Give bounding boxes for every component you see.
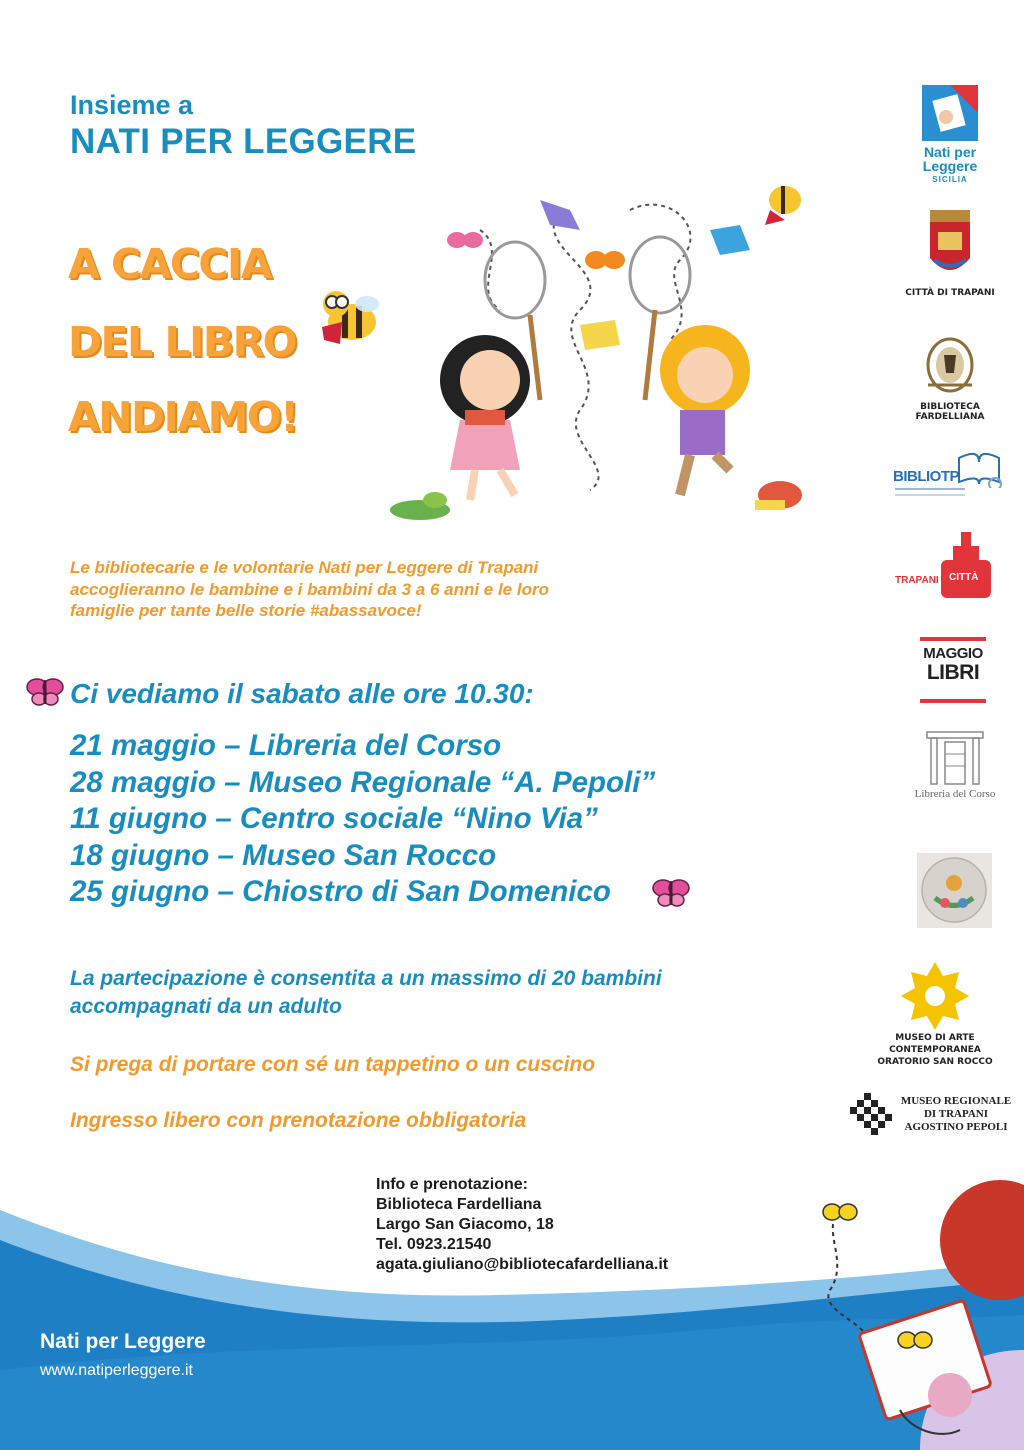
open-book-icon xyxy=(955,448,1003,488)
info-email[interactable]: agata.giuliano@bibliotecafardelliana.it xyxy=(376,1256,669,1273)
pepoli-caption-1: MUSEO REGIONALE xyxy=(900,1095,1012,1107)
entry-note: Ingresso libero con prenotazione obbligatoria xyxy=(70,1109,527,1132)
maggio-text-1: MAGGIO xyxy=(923,645,983,662)
san-rocco-caption-2: ORATORIO SAN ROCCO xyxy=(877,1057,993,1067)
schedule-item: 25 giugno – Chiostro di San Domenico xyxy=(70,875,611,908)
logo-libreria-del-corso xyxy=(905,730,1005,800)
schedule-item: 21 maggio – Libreria del Corso xyxy=(70,729,502,762)
title-line-3: ANDIAMO! xyxy=(68,393,298,441)
bibliotp-divider xyxy=(895,488,965,490)
bibliotp-text: BIBLIOTP xyxy=(893,468,959,485)
citta-che-legge-tower-icon xyxy=(941,532,991,600)
info-address: Largo San Giacomo, 18 xyxy=(376,1216,554,1233)
participation-line-2: accompagnati da un adulto xyxy=(70,995,342,1018)
intro-line: accoglieranno le bambine e i bambini da 3 a 6 anni e le loro xyxy=(70,579,549,599)
info-phone: Tel. 0923.21540 xyxy=(376,1236,492,1253)
logo-nati-per-leggere-sicilia xyxy=(905,85,995,190)
reading-mother-illustration xyxy=(800,1150,1024,1450)
intro-small: Insieme a xyxy=(70,90,194,120)
schedule-item: 11 giugno – Centro sociale “Nino Via” xyxy=(70,802,598,835)
pepoli-caption-2: DI TRAPANI xyxy=(923,1108,989,1120)
maggio-text-2: LIBRI xyxy=(926,661,980,684)
intro-title: NATI PER LEGGERE xyxy=(70,122,417,161)
cittache-text-2: CITTÀ xyxy=(949,572,979,583)
intro-paragraph xyxy=(70,557,650,622)
schedule-item: 18 giugno – Museo San Rocco xyxy=(70,838,497,872)
centro-sociale-logo-icon xyxy=(917,853,992,928)
fardelliana-emblem-icon xyxy=(918,333,982,397)
bibliotp-divider xyxy=(895,494,965,496)
bee-icon xyxy=(312,282,387,362)
trapani-caption: CITTÀ DI TRAPANI xyxy=(905,288,995,298)
footer-url[interactable]: www.natiperleggere.it xyxy=(40,1362,193,1379)
intro-line: famiglie per tante belle storie #abassavoce! xyxy=(70,601,422,620)
intro-line: Le bibliotecarie e le volontarie Nati per Leggere di Trapani xyxy=(70,558,539,577)
logo-maggio-dei-libri xyxy=(920,637,986,703)
butterfly-icon xyxy=(26,672,64,710)
footer-brand: Nati per Leggere xyxy=(40,1330,206,1353)
checkered-logo-icon xyxy=(850,1093,892,1135)
npl-logo-line-2: Leggere xyxy=(922,158,978,174)
info-place: Biblioteca Fardelliana xyxy=(376,1196,542,1213)
schedule-heading: Ci vediamo il sabato alle ore 10.30: xyxy=(70,678,534,709)
logo-museo-san-rocco xyxy=(850,962,1020,1068)
pepoli-caption-3: AGOSTINO PEPOLI xyxy=(904,1121,1008,1133)
logo-trapani-citta-che-legge xyxy=(895,532,995,602)
npl-logo-line-1: Nati per xyxy=(923,144,977,160)
schedule-item: 28 maggio – Museo Regionale “A. Pepoli” xyxy=(70,765,656,799)
schedule-list xyxy=(70,728,655,911)
title-line-1: A CACCIA xyxy=(68,240,271,288)
npl-logo-line-3: SICILIA xyxy=(932,175,968,184)
logo-biblioteca-fardelliana xyxy=(885,333,1015,422)
info-heading: Info e prenotazione: xyxy=(376,1176,528,1193)
san-rocco-caption-1: MUSEO DI ARTE CONTEMPORANEA xyxy=(889,1033,981,1055)
logo-bibliotp xyxy=(893,448,1008,508)
info-block xyxy=(376,1175,668,1275)
participation-line-1: La partecipazione è consentita a un massimo di 20 bambini xyxy=(70,967,662,990)
libreria-building-icon xyxy=(925,730,985,786)
sun-star-icon xyxy=(901,962,969,1030)
bring-note: Si prega di portare con sé un tappetino o un cuscino xyxy=(70,1053,596,1076)
npl-sicilia-icon xyxy=(922,85,978,141)
logo-museo-pepoli xyxy=(850,1093,1020,1138)
fardelliana-caption: BIBLIOTECA FARDELLIANA xyxy=(915,402,985,422)
libreria-caption: Libreria del Corso xyxy=(914,788,996,800)
children-chasing-books-illustration xyxy=(380,170,820,540)
butterfly-icon xyxy=(652,873,690,911)
cittache-text-1: TRAPANI xyxy=(895,575,939,586)
logo-citta-di-trapani xyxy=(900,210,1000,298)
participation-note xyxy=(70,965,662,1021)
title-line-2: DEL LIBRO xyxy=(68,318,296,366)
trapani-coat-of-arms-icon xyxy=(926,210,974,282)
